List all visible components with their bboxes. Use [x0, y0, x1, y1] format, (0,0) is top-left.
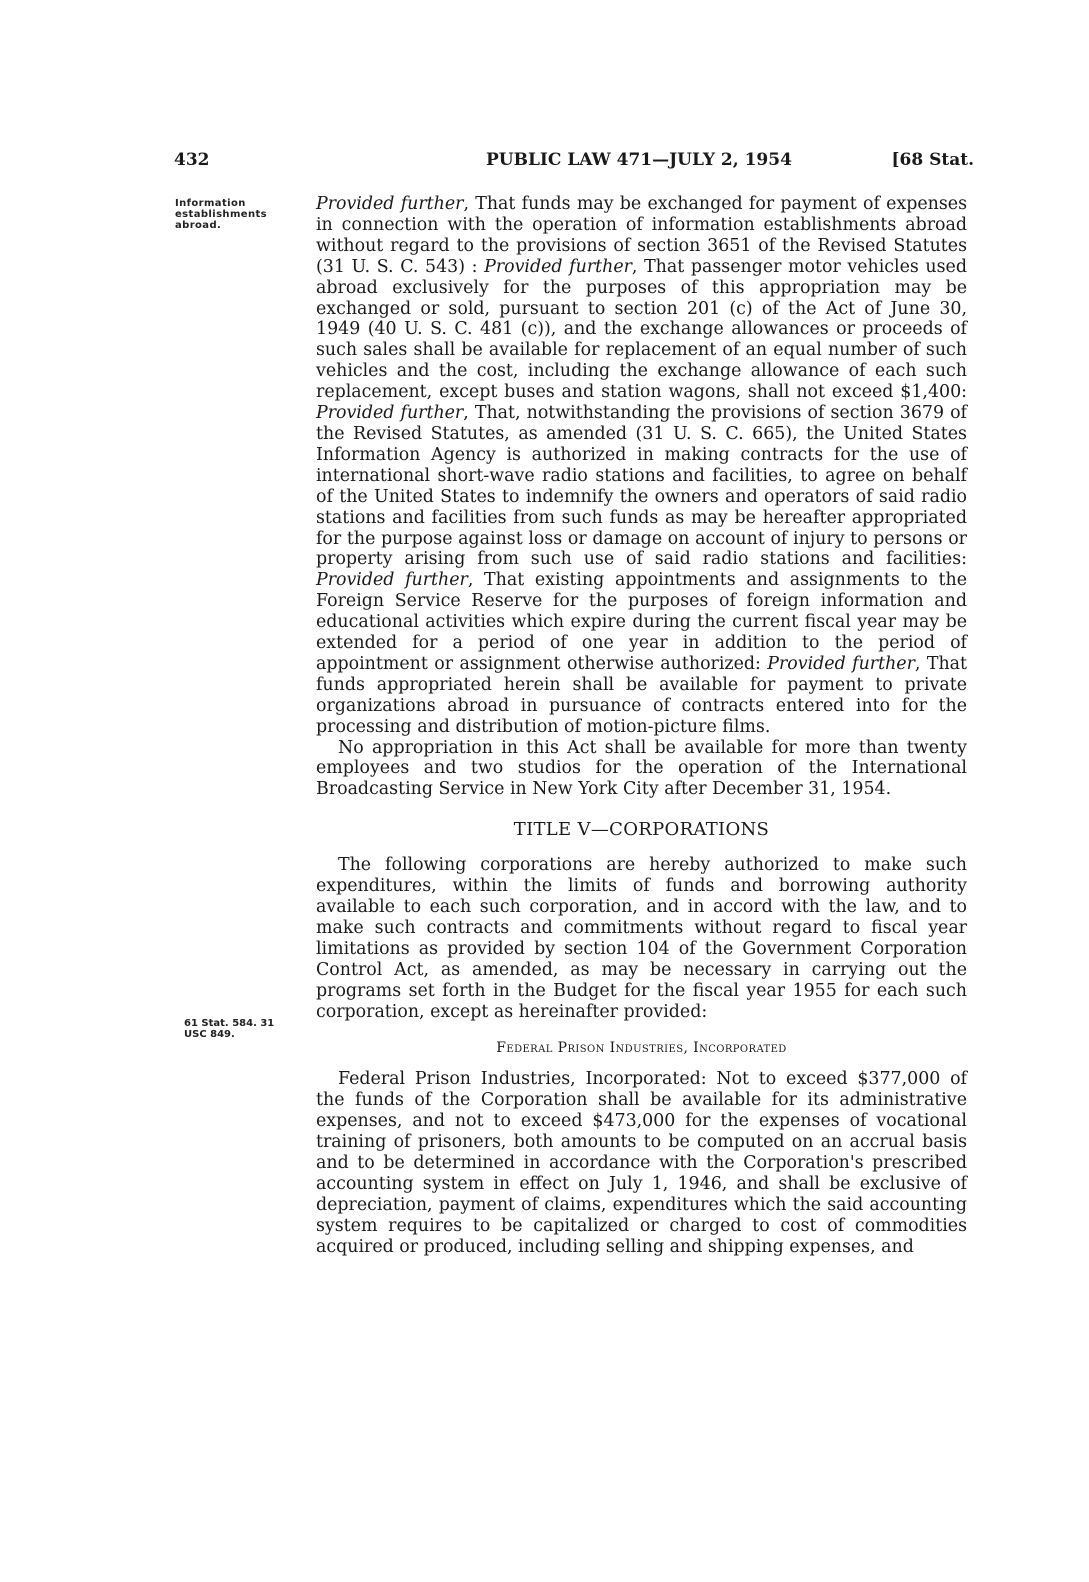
proviso-phrase: Provided further	[767, 653, 915, 674]
paragraph-text-run: , That existing appointments and assignments to the Foreign Service Reserve for the purposes of foreign information and educational activities which expire during the current fiscal year may be extended for a period of one year in addition to the period of appointment or assignment otherwise authorized:	[316, 570, 968, 674]
paragraph-text-run: , That passenger motor vehicles used abroad exclusively for the purposes of this appropriation may be exchanged or sold, pursuant to section 201 (c) of the Act of June 30, 1949 (40 U. S. C. 481 (c)), and the exchange allowances or proceeds of such sales shall be available for replacement of an equal number of such vehicles and the cost, including the exchange allowance of each such replacement, except buses and station wagons, shall not exceed $1,400:	[316, 256, 967, 403]
body-text	[316, 194, 967, 1258]
statute-reference: [68 Stat.	[891, 150, 974, 170]
paragraph-text-run: , That funds appropriated herein shall be available for payment to private organizations abroad in pursuance of contracts entered into for the processing and distribution of motion-picture films.	[316, 653, 968, 737]
proviso-phrase: Provided further	[316, 403, 464, 424]
paragraph-prison-industries: Federal Prison Industries, Incorporated: Not to exceed $377,000 of the funds of the Corporation shall be available for its administrative expenses, and not to exceed $473,000 for the expenses of vocational training of prisoners, both amounts to be computed on an accrual basis and to be determined in accordance with the Corporation's prescribed accounting system in effect on July 1, 1946, and shall be exclusive of depreciation, payment of claims, expenditures which the said accounting system requires to be capitalized or charged to cost of commodities acquired or produced, including selling and shipping expenses, and	[316, 1069, 967, 1257]
header-title: PUBLIC LAW 471—JULY 2, 1954	[486, 150, 792, 170]
proviso-phrase: Provided further	[316, 194, 464, 214]
margin-note-information-establishments: Information establishments abroad.	[175, 198, 268, 231]
subsection-title: Federal Prison Industries, Incorporated	[496, 1040, 787, 1057]
paragraph-text-run: , That, notwithstanding the provisions of section 3679 of the Revised Statutes, as amended (31 U. S. C. 665), the United States Information Agency is authorized in making contracts for the use of international short-wave radio stations and facilities, to agree on behalf of the United States to indemnify the owners and operators of said radio stations and facilities from such funds as may be hereafter appropriated for the purpose against loss or damage on account of injury to persons or property arising from such use of said radio stations and facilities:	[316, 403, 967, 570]
paragraph-text-run: , That funds may be exchanged for payment of expenses in connection with the operation of information establishments abroad without regard to the provisions of section 3651 of the Revised Statutes (31 U. S. C. 543) :	[316, 194, 968, 277]
paragraph-provisos	[316, 194, 967, 738]
paragraph-new-york-studios: No appropriation in this Act shall be available for more than twenty employees and two studios for the operation of the International Broadcasting Service in New York City after December 31, 1954.	[316, 737, 967, 800]
section-title: TITLE V—CORPORATIONS	[513, 819, 770, 841]
proviso-phrase: Provided further	[484, 256, 632, 277]
running-header	[174, 150, 974, 176]
margin-note-statute-citation: 61 Stat. 584. 31 USC 849.	[184, 1018, 275, 1040]
page-number: 432	[174, 150, 210, 170]
proviso-phrase: Provided further	[316, 570, 468, 591]
paragraph-corporations: The following corporations are hereby authorized to make such expenditures, within the limits of funds and borrowing authority available to each such corporation, and in accord with the law, and to make such contracts and commitments without regard to fiscal year limitations as provided by section 104 of the Government Corporation Control Act, as amended, as may be necessary in carrying out the programs set forth in the Budget for the fiscal year 1955 for each such corporation, except as hereinafter provided:	[316, 855, 967, 1022]
